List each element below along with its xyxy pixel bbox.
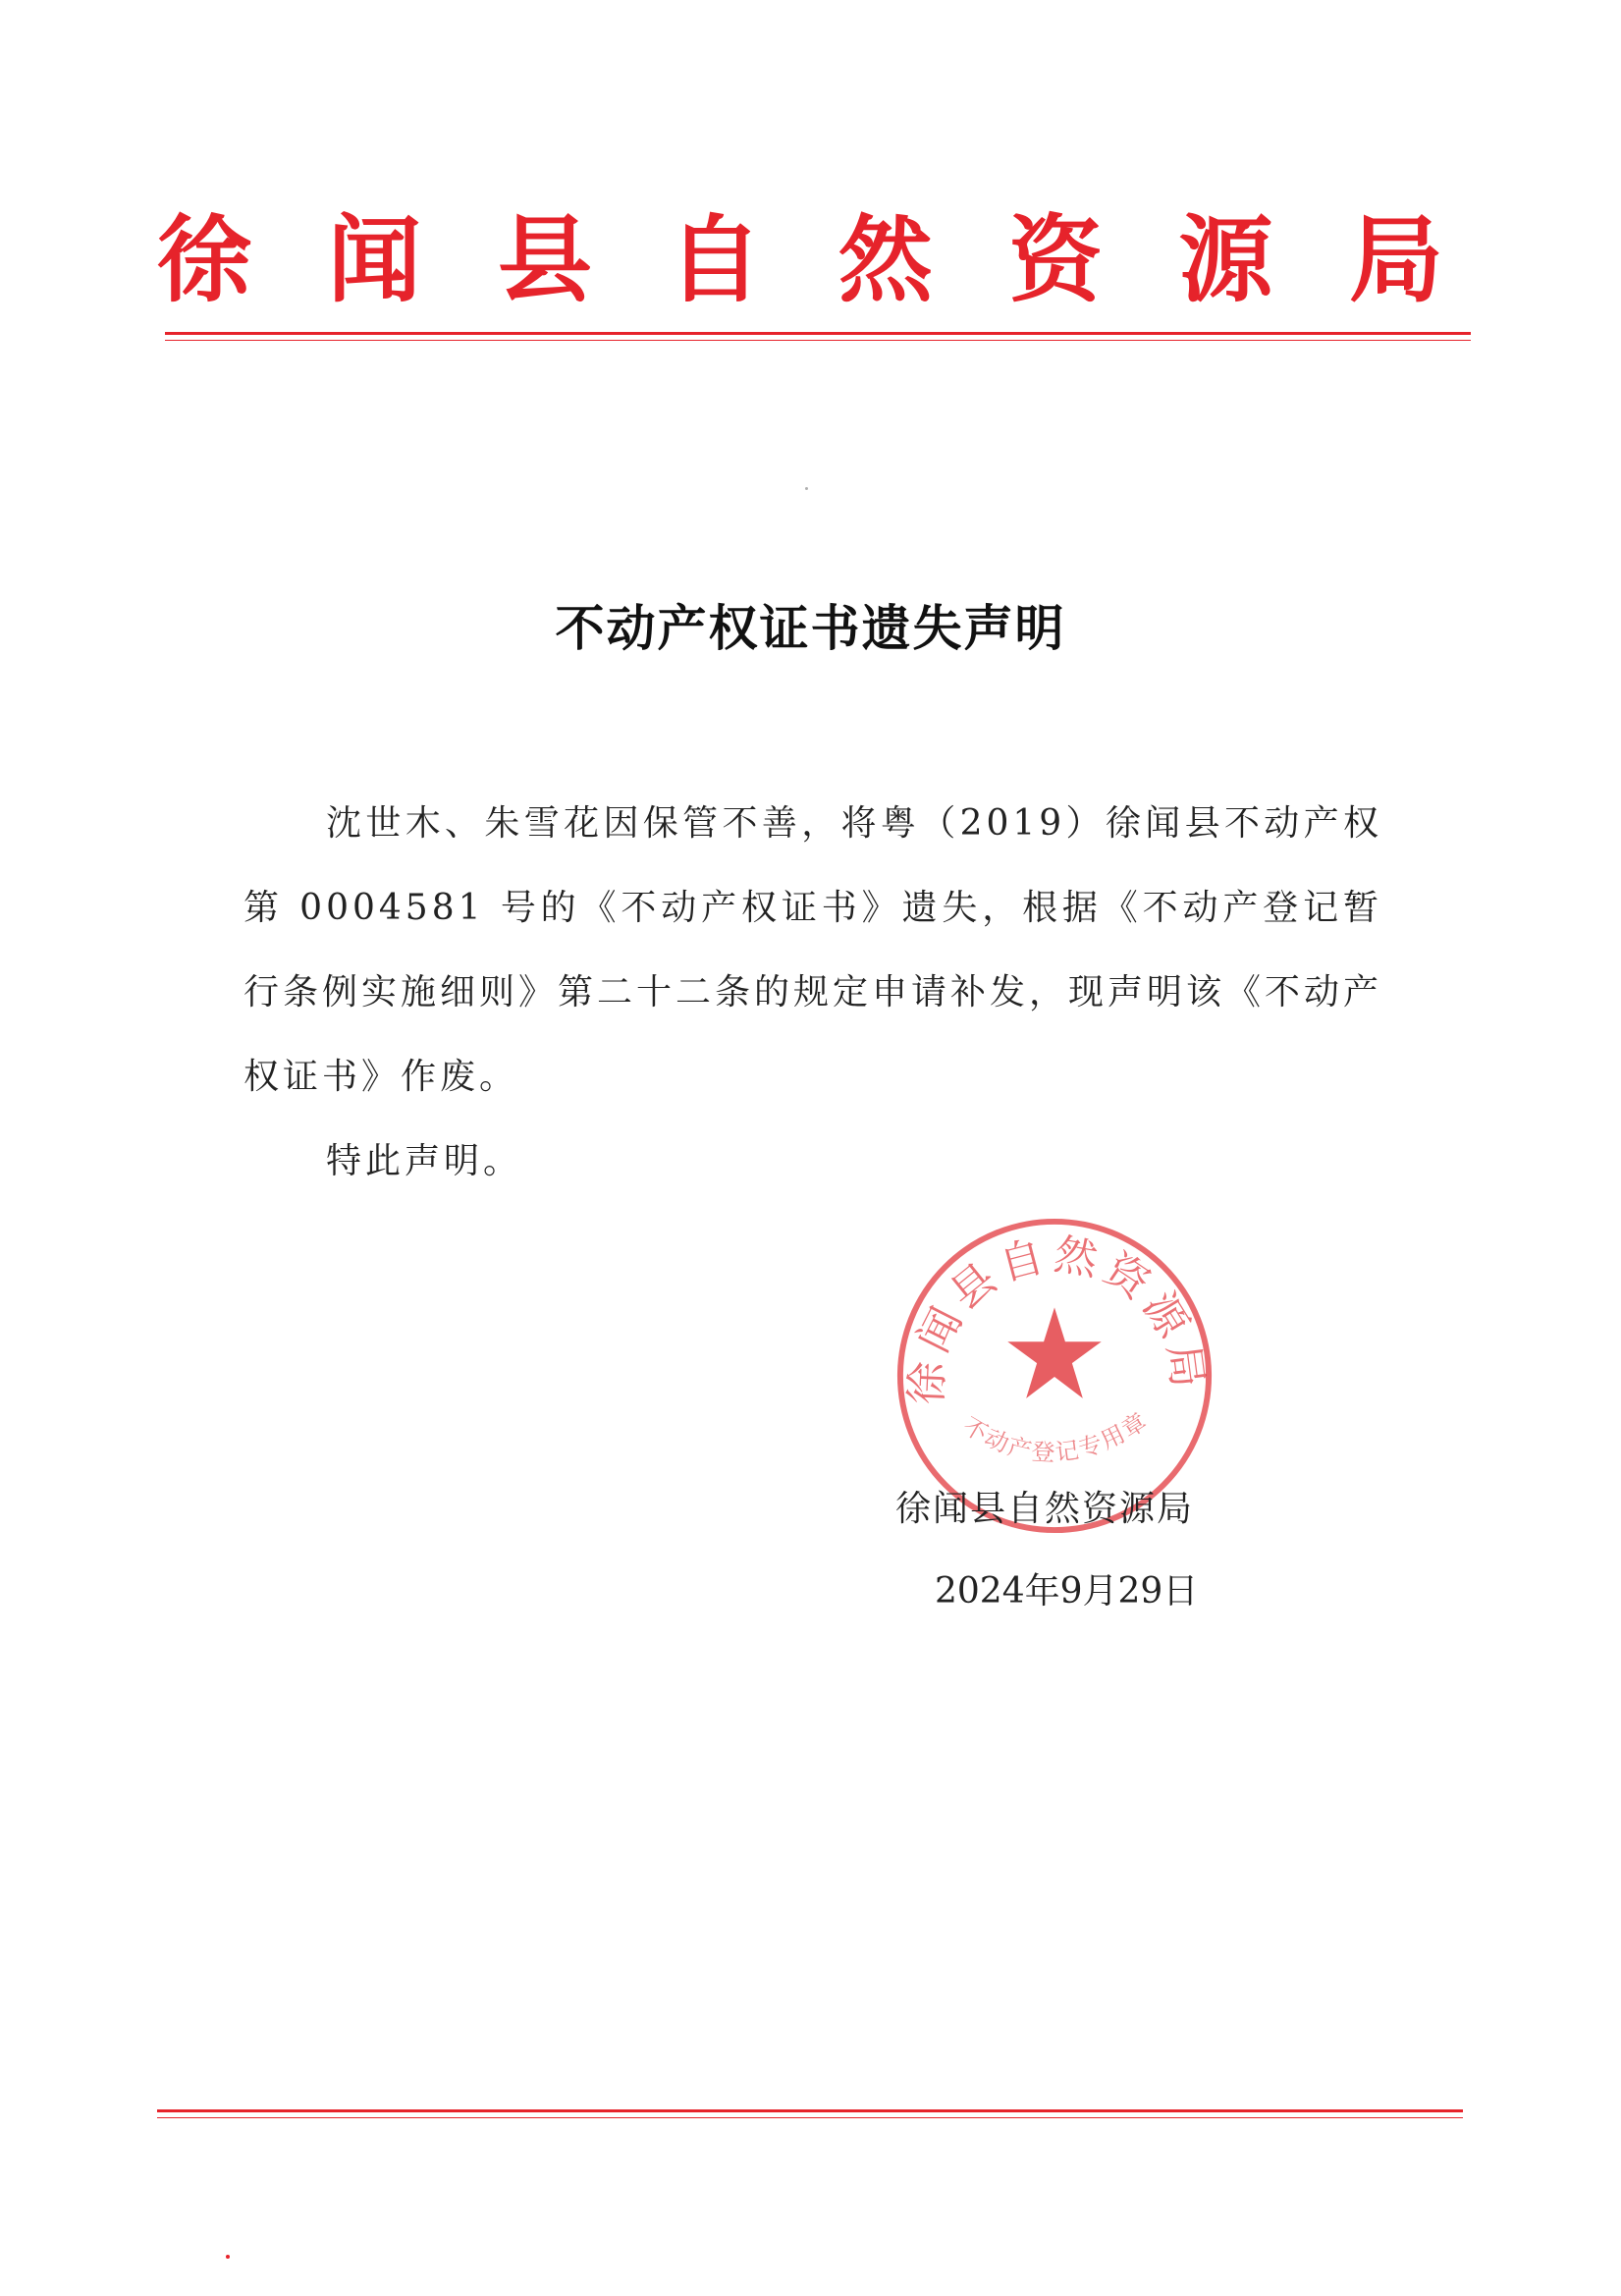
document-title: 不动产权证书遗失声明 <box>555 600 1066 657</box>
body-paragraph-closing: 特此声明。 <box>326 1141 523 1181</box>
signature-date: 2024年9月29日 <box>935 1571 1199 1612</box>
header-rule-thick <box>165 332 1471 335</box>
seal-inner-text: 不动产登记专用章 <box>957 1406 1154 1467</box>
letterhead-char: 闻 <box>327 204 422 315</box>
footer-rule-thin <box>157 2117 1463 2118</box>
letterhead-char: 资 <box>1008 204 1104 315</box>
letterhead-char: 源 <box>1178 204 1273 315</box>
seal-star-icon <box>1007 1307 1101 1397</box>
scan-speck <box>226 2255 230 2259</box>
signature-organization: 徐闻县自然资源局 <box>895 1489 1195 1529</box>
letterhead-char: 县 <box>497 204 592 315</box>
body-paragraph: 沈世木、朱雪花因保管不善，将粤（2019）徐闻县不动产权第 0004581 号的《不动产权证书》遗失，根据《不动产登记暂行条例实施细则》第二十二条的规定申请补发，现声明该《不动产权证书》作废。 <box>243 803 1383 1097</box>
letterhead-char: 徐 <box>157 204 251 315</box>
document-body <box>243 782 1382 1204</box>
header-rule-thin <box>165 340 1471 341</box>
footer-rule-thick <box>157 2109 1463 2112</box>
letterhead-char: 自 <box>668 204 763 315</box>
letterhead <box>157 201 1443 319</box>
letterhead-char: 局 <box>1348 204 1443 315</box>
seal-outer-text: 徐闻县自然资源局 <box>901 1229 1214 1406</box>
scan-speck <box>805 487 808 490</box>
letterhead-char: 然 <box>838 204 933 315</box>
